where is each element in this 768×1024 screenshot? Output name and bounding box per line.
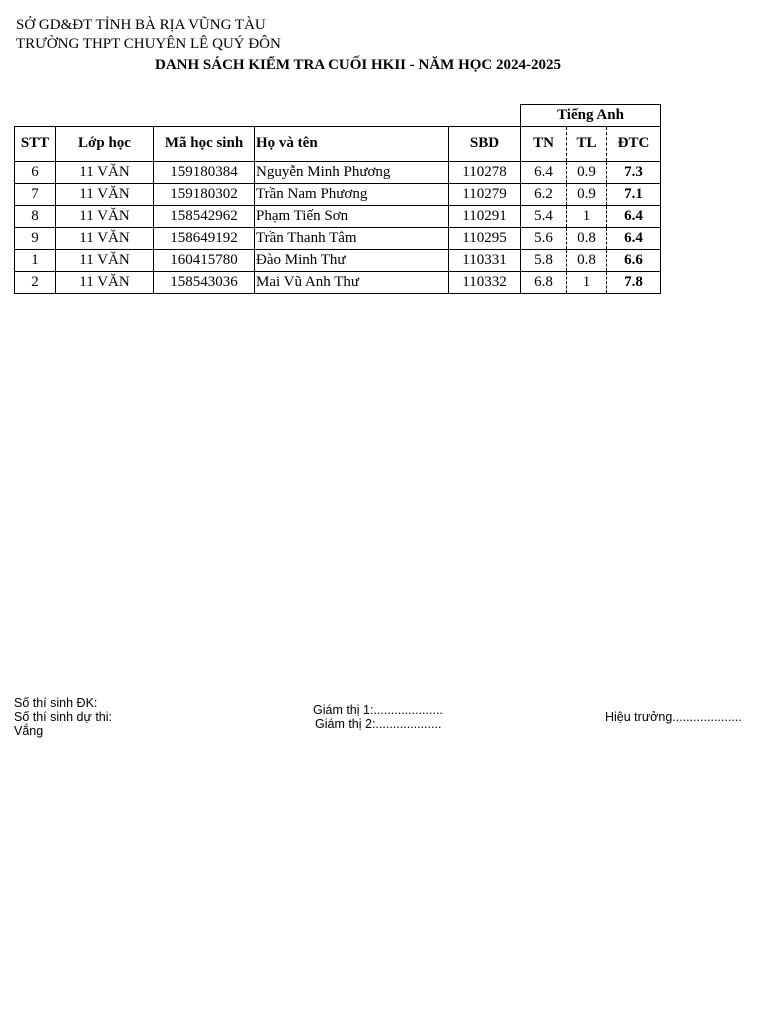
- table-row: [15, 183, 661, 205]
- cell-student-id: 158543036: [154, 271, 255, 293]
- col-header-student-id: Mã học sinh: [154, 126, 255, 161]
- cell-stt: 6: [15, 161, 56, 183]
- table-row: [15, 227, 661, 249]
- roster-body: [15, 161, 661, 293]
- header-department: SỞ GD&ĐT TỈNH BÀ RỊA VŨNG TÀU: [16, 17, 266, 33]
- cell-stt: 1: [15, 249, 56, 271]
- cell-dtc: 7.1: [607, 183, 661, 205]
- page-title: DANH SÁCH KIỂM TRA CUỐI HKII - NĂM HỌC 2024-2025: [155, 57, 561, 73]
- cell-name: Trần Thanh Tâm: [255, 227, 449, 249]
- cell-tn: 5.6: [521, 227, 567, 249]
- col-header-dtc: ĐTC: [607, 126, 661, 161]
- col-header-tn: TN: [521, 126, 567, 161]
- cell-dtc: 7.8: [607, 271, 661, 293]
- cell-class: 11 VĂN: [56, 183, 154, 205]
- col-header-class: Lớp học: [56, 126, 154, 161]
- cell-student-id: 158649192: [154, 227, 255, 249]
- cell-name: Nguyễn Minh Phương: [255, 161, 449, 183]
- cell-stt: 8: [15, 205, 56, 227]
- cell-class: 11 VĂN: [56, 161, 154, 183]
- cell-sbd: 110291: [449, 205, 521, 227]
- cell-dtc: 6.6: [607, 249, 661, 271]
- cell-dtc: 6.4: [607, 227, 661, 249]
- principal-signature: Hiệu trưởng....................: [605, 710, 742, 724]
- cell-student-id: 158542962: [154, 205, 255, 227]
- attended-count-label: Số thí sinh dự thi:: [14, 710, 113, 724]
- cell-name: Phạm Tiến Sơn: [255, 205, 449, 227]
- absent-label: Vắng: [14, 724, 44, 738]
- cell-sbd: 110278: [449, 161, 521, 183]
- cell-tn: 6.8: [521, 271, 567, 293]
- registered-count-label: Số thí sinh ĐK:: [14, 696, 98, 710]
- col-header-tl: TL: [567, 126, 607, 161]
- cell-student-id: 159180302: [154, 183, 255, 205]
- cell-tn: 6.2: [521, 183, 567, 205]
- cell-class: 11 VĂN: [56, 205, 154, 227]
- cell-name: Trần Nam Phương: [255, 183, 449, 205]
- proctor-1-signature: Giám thị 1:....................: [313, 703, 443, 717]
- cell-class: 11 VĂN: [56, 249, 154, 271]
- cell-tn: 6.4: [521, 161, 567, 183]
- header-school: TRƯỜNG THPT CHUYÊN LÊ QUÝ ĐÔN: [16, 36, 281, 52]
- cell-tn: 5.4: [521, 205, 567, 227]
- cell-tl: 0.8: [567, 249, 607, 271]
- cell-sbd: 110332: [449, 271, 521, 293]
- cell-tn: 5.8: [521, 249, 567, 271]
- cell-tl: 1: [567, 271, 607, 293]
- table-row: [15, 161, 661, 183]
- col-header-stt: STT: [15, 126, 56, 161]
- cell-stt: 7: [15, 183, 56, 205]
- cell-tl: 0.9: [567, 183, 607, 205]
- cell-name: Mai Vũ Anh Thư: [255, 271, 449, 293]
- column-header-row: [15, 126, 661, 161]
- col-header-sbd: SBD: [449, 126, 521, 161]
- table-row: [15, 271, 661, 293]
- cell-dtc: 7.3: [607, 161, 661, 183]
- cell-dtc: 6.4: [607, 205, 661, 227]
- cell-stt: 9: [15, 227, 56, 249]
- exam-roster-table: [14, 104, 661, 294]
- subject-group-header: Tiếng Anh: [521, 105, 661, 127]
- cell-sbd: 110331: [449, 249, 521, 271]
- proctor-2-signature: Giám thị 2:...................: [315, 717, 442, 731]
- cell-sbd: 110295: [449, 227, 521, 249]
- cell-tl: 0.9: [567, 161, 607, 183]
- cell-student-id: 160415780: [154, 249, 255, 271]
- cell-sbd: 110279: [449, 183, 521, 205]
- group-header-row: [15, 105, 661, 127]
- cell-stt: 2: [15, 271, 56, 293]
- cell-student-id: 159180384: [154, 161, 255, 183]
- table-row: [15, 205, 661, 227]
- cell-class: 11 VĂN: [56, 227, 154, 249]
- cell-name: Đào Minh Thư: [255, 249, 449, 271]
- cell-tl: 1: [567, 205, 607, 227]
- col-header-name: Họ và tên: [255, 126, 449, 161]
- cell-tl: 0.8: [567, 227, 607, 249]
- table-row: [15, 249, 661, 271]
- cell-class: 11 VĂN: [56, 271, 154, 293]
